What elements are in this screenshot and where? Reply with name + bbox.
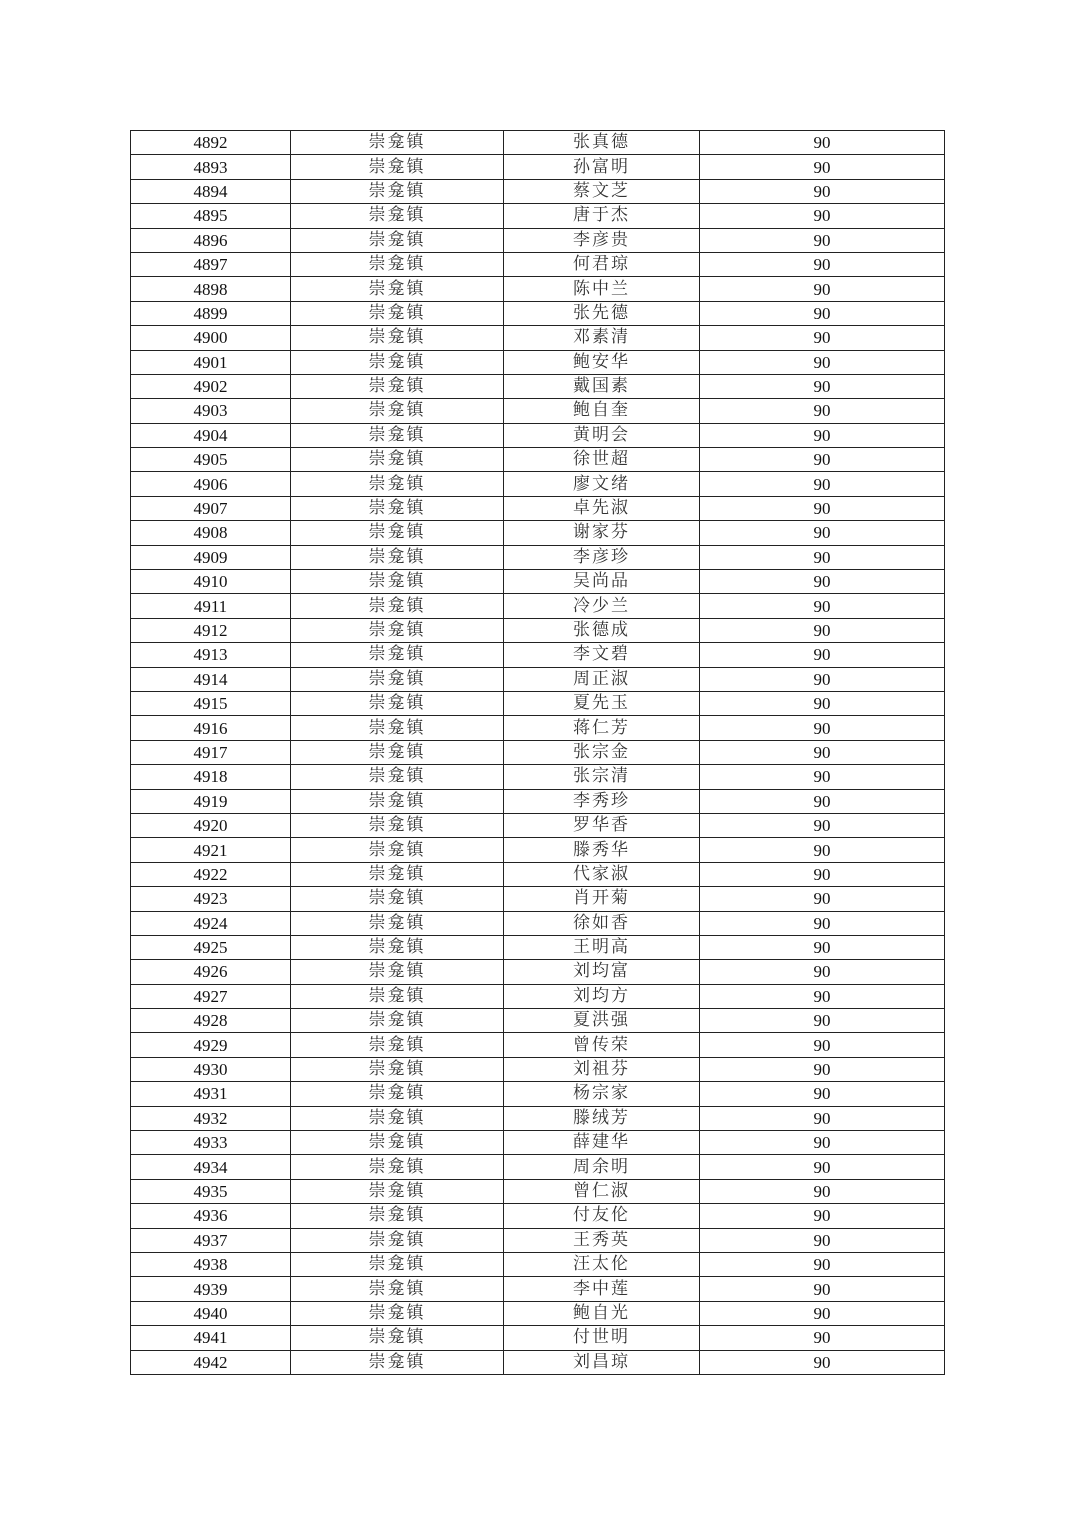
score-cell: 90 bbox=[700, 667, 945, 691]
person-name-cell: 滕秀华 bbox=[504, 838, 700, 862]
score-cell: 90 bbox=[700, 448, 945, 472]
town-cell: 崇龛镇 bbox=[291, 1009, 504, 1033]
town-cell: 崇龛镇 bbox=[291, 887, 504, 911]
serial-number-cell: 4932 bbox=[131, 1106, 291, 1130]
person-name-cell: 王秀英 bbox=[504, 1228, 700, 1252]
town-cell: 崇龛镇 bbox=[291, 1277, 504, 1301]
serial-number-cell: 4909 bbox=[131, 545, 291, 569]
score-cell: 90 bbox=[700, 1057, 945, 1081]
town-cell: 崇龛镇 bbox=[291, 301, 504, 325]
score-cell: 90 bbox=[700, 570, 945, 594]
town-cell: 崇龛镇 bbox=[291, 643, 504, 667]
serial-number-cell: 4907 bbox=[131, 496, 291, 520]
score-cell: 90 bbox=[700, 1155, 945, 1179]
town-cell: 崇龛镇 bbox=[291, 1082, 504, 1106]
town-cell: 崇龛镇 bbox=[291, 496, 504, 520]
score-cell: 90 bbox=[700, 277, 945, 301]
table-row bbox=[131, 643, 945, 667]
roster-table bbox=[130, 130, 945, 1375]
town-cell: 崇龛镇 bbox=[291, 1131, 504, 1155]
town-cell: 崇龛镇 bbox=[291, 618, 504, 642]
serial-number-cell: 4899 bbox=[131, 301, 291, 325]
serial-number-cell: 4906 bbox=[131, 472, 291, 496]
table-row bbox=[131, 301, 945, 325]
town-cell: 崇龛镇 bbox=[291, 1106, 504, 1130]
serial-number-cell: 4922 bbox=[131, 862, 291, 886]
person-name-cell: 夏先玉 bbox=[504, 691, 700, 715]
score-cell: 90 bbox=[700, 423, 945, 447]
serial-number-cell: 4926 bbox=[131, 960, 291, 984]
score-cell: 90 bbox=[700, 1179, 945, 1203]
person-name-cell: 汪太伦 bbox=[504, 1252, 700, 1276]
town-cell: 崇龛镇 bbox=[291, 667, 504, 691]
score-cell: 90 bbox=[700, 960, 945, 984]
serial-number-cell: 4908 bbox=[131, 521, 291, 545]
table-row bbox=[131, 960, 945, 984]
score-cell: 90 bbox=[700, 887, 945, 911]
person-name-cell: 夏洪强 bbox=[504, 1009, 700, 1033]
person-name-cell: 张先德 bbox=[504, 301, 700, 325]
serial-number-cell: 4938 bbox=[131, 1252, 291, 1276]
serial-number-cell: 4919 bbox=[131, 789, 291, 813]
table-row bbox=[131, 252, 945, 276]
person-name-cell: 杨宗家 bbox=[504, 1082, 700, 1106]
town-cell: 崇龛镇 bbox=[291, 594, 504, 618]
table-row bbox=[131, 545, 945, 569]
table-row bbox=[131, 1277, 945, 1301]
score-cell: 90 bbox=[700, 1204, 945, 1228]
table-row bbox=[131, 765, 945, 789]
table-row bbox=[131, 1057, 945, 1081]
town-cell: 崇龛镇 bbox=[291, 521, 504, 545]
score-cell: 90 bbox=[700, 935, 945, 959]
table-row bbox=[131, 911, 945, 935]
person-name-cell: 李秀珍 bbox=[504, 789, 700, 813]
serial-number-cell: 4912 bbox=[131, 618, 291, 642]
town-cell: 崇龛镇 bbox=[291, 740, 504, 764]
table-row bbox=[131, 1204, 945, 1228]
person-name-cell: 蔡文芝 bbox=[504, 179, 700, 203]
town-cell: 崇龛镇 bbox=[291, 277, 504, 301]
person-name-cell: 廖文绪 bbox=[504, 472, 700, 496]
score-cell: 90 bbox=[700, 716, 945, 740]
serial-number-cell: 4920 bbox=[131, 813, 291, 837]
score-cell: 90 bbox=[700, 179, 945, 203]
person-name-cell: 张德成 bbox=[504, 618, 700, 642]
serial-number-cell: 4911 bbox=[131, 594, 291, 618]
person-name-cell: 王明高 bbox=[504, 935, 700, 959]
serial-number-cell: 4924 bbox=[131, 911, 291, 935]
score-cell: 90 bbox=[700, 228, 945, 252]
person-name-cell: 张宗清 bbox=[504, 765, 700, 789]
serial-number-cell: 4904 bbox=[131, 423, 291, 447]
score-cell: 90 bbox=[700, 594, 945, 618]
table-row bbox=[131, 228, 945, 252]
serial-number-cell: 4895 bbox=[131, 204, 291, 228]
serial-number-cell: 4942 bbox=[131, 1350, 291, 1374]
person-name-cell: 李中莲 bbox=[504, 1277, 700, 1301]
serial-number-cell: 4930 bbox=[131, 1057, 291, 1081]
score-cell: 90 bbox=[700, 1082, 945, 1106]
serial-number-cell: 4898 bbox=[131, 277, 291, 301]
serial-number-cell: 4910 bbox=[131, 570, 291, 594]
table-row bbox=[131, 984, 945, 1008]
town-cell: 崇龛镇 bbox=[291, 960, 504, 984]
town-cell: 崇龛镇 bbox=[291, 691, 504, 715]
person-name-cell: 邓素清 bbox=[504, 326, 700, 350]
score-cell: 90 bbox=[700, 399, 945, 423]
serial-number-cell: 4939 bbox=[131, 1277, 291, 1301]
score-cell: 90 bbox=[700, 740, 945, 764]
town-cell: 崇龛镇 bbox=[291, 374, 504, 398]
serial-number-cell: 4902 bbox=[131, 374, 291, 398]
table-row bbox=[131, 399, 945, 423]
score-cell: 90 bbox=[700, 789, 945, 813]
serial-number-cell: 4915 bbox=[131, 691, 291, 715]
serial-number-cell: 4914 bbox=[131, 667, 291, 691]
serial-number-cell: 4916 bbox=[131, 716, 291, 740]
score-cell: 90 bbox=[700, 1228, 945, 1252]
roster-body bbox=[131, 131, 945, 1375]
person-name-cell: 鲍自奎 bbox=[504, 399, 700, 423]
person-name-cell: 罗华香 bbox=[504, 813, 700, 837]
town-cell: 崇龛镇 bbox=[291, 570, 504, 594]
score-cell: 90 bbox=[700, 1326, 945, 1350]
score-cell: 90 bbox=[700, 911, 945, 935]
town-cell: 崇龛镇 bbox=[291, 350, 504, 374]
person-name-cell: 蒋仁芳 bbox=[504, 716, 700, 740]
table-row bbox=[131, 179, 945, 203]
serial-number-cell: 4923 bbox=[131, 887, 291, 911]
table-row bbox=[131, 570, 945, 594]
person-name-cell: 刘均富 bbox=[504, 960, 700, 984]
person-name-cell: 卓先淑 bbox=[504, 496, 700, 520]
table-row bbox=[131, 448, 945, 472]
score-cell: 90 bbox=[700, 1131, 945, 1155]
town-cell: 崇龛镇 bbox=[291, 984, 504, 1008]
table-row bbox=[131, 813, 945, 837]
score-cell: 90 bbox=[700, 374, 945, 398]
serial-number-cell: 4893 bbox=[131, 155, 291, 179]
serial-number-cell: 4892 bbox=[131, 131, 291, 155]
town-cell: 崇龛镇 bbox=[291, 131, 504, 155]
serial-number-cell: 4933 bbox=[131, 1131, 291, 1155]
table-row bbox=[131, 887, 945, 911]
town-cell: 崇龛镇 bbox=[291, 179, 504, 203]
score-cell: 90 bbox=[700, 204, 945, 228]
table-row bbox=[131, 667, 945, 691]
person-name-cell: 付世明 bbox=[504, 1326, 700, 1350]
table-row bbox=[131, 1106, 945, 1130]
serial-number-cell: 4929 bbox=[131, 1033, 291, 1057]
serial-number-cell: 4928 bbox=[131, 1009, 291, 1033]
serial-number-cell: 4894 bbox=[131, 179, 291, 203]
town-cell: 崇龛镇 bbox=[291, 765, 504, 789]
town-cell: 崇龛镇 bbox=[291, 862, 504, 886]
serial-number-cell: 4905 bbox=[131, 448, 291, 472]
serial-number-cell: 4931 bbox=[131, 1082, 291, 1106]
score-cell: 90 bbox=[700, 1009, 945, 1033]
score-cell: 90 bbox=[700, 155, 945, 179]
person-name-cell: 周余明 bbox=[504, 1155, 700, 1179]
score-cell: 90 bbox=[700, 350, 945, 374]
person-name-cell: 周正淑 bbox=[504, 667, 700, 691]
town-cell: 崇龛镇 bbox=[291, 448, 504, 472]
person-name-cell: 张真德 bbox=[504, 131, 700, 155]
town-cell: 崇龛镇 bbox=[291, 472, 504, 496]
town-cell: 崇龛镇 bbox=[291, 204, 504, 228]
person-name-cell: 滕绒芳 bbox=[504, 1106, 700, 1130]
person-name-cell: 黄明会 bbox=[504, 423, 700, 447]
table-row bbox=[131, 423, 945, 447]
town-cell: 崇龛镇 bbox=[291, 326, 504, 350]
score-cell: 90 bbox=[700, 984, 945, 1008]
serial-number-cell: 4897 bbox=[131, 252, 291, 276]
person-name-cell: 张宗金 bbox=[504, 740, 700, 764]
serial-number-cell: 4903 bbox=[131, 399, 291, 423]
score-cell: 90 bbox=[700, 301, 945, 325]
table-row bbox=[131, 935, 945, 959]
score-cell: 90 bbox=[700, 1301, 945, 1325]
score-cell: 90 bbox=[700, 545, 945, 569]
table-row bbox=[131, 472, 945, 496]
person-name-cell: 鲍自光 bbox=[504, 1301, 700, 1325]
table-row bbox=[131, 789, 945, 813]
town-cell: 崇龛镇 bbox=[291, 1155, 504, 1179]
town-cell: 崇龛镇 bbox=[291, 1057, 504, 1081]
score-cell: 90 bbox=[700, 862, 945, 886]
table-row bbox=[131, 716, 945, 740]
person-name-cell: 代家淑 bbox=[504, 862, 700, 886]
person-name-cell: 李彦珍 bbox=[504, 545, 700, 569]
serial-number-cell: 4937 bbox=[131, 1228, 291, 1252]
town-cell: 崇龛镇 bbox=[291, 545, 504, 569]
table-row bbox=[131, 1179, 945, 1203]
town-cell: 崇龛镇 bbox=[291, 1301, 504, 1325]
person-name-cell: 谢家芬 bbox=[504, 521, 700, 545]
person-name-cell: 曾仁淑 bbox=[504, 1179, 700, 1203]
person-name-cell: 冷少兰 bbox=[504, 594, 700, 618]
serial-number-cell: 4940 bbox=[131, 1301, 291, 1325]
person-name-cell: 付友伦 bbox=[504, 1204, 700, 1228]
table-row bbox=[131, 1033, 945, 1057]
person-name-cell: 刘均方 bbox=[504, 984, 700, 1008]
score-cell: 90 bbox=[700, 838, 945, 862]
person-name-cell: 肖开菊 bbox=[504, 887, 700, 911]
score-cell: 90 bbox=[700, 1033, 945, 1057]
table-row bbox=[131, 838, 945, 862]
table-row bbox=[131, 1009, 945, 1033]
town-cell: 崇龛镇 bbox=[291, 1204, 504, 1228]
table-row bbox=[131, 691, 945, 715]
table-row bbox=[131, 277, 945, 301]
score-cell: 90 bbox=[700, 521, 945, 545]
person-name-cell: 唐于杰 bbox=[504, 204, 700, 228]
person-name-cell: 徐如香 bbox=[504, 911, 700, 935]
table-row bbox=[131, 1252, 945, 1276]
town-cell: 崇龛镇 bbox=[291, 1326, 504, 1350]
person-name-cell: 戴国素 bbox=[504, 374, 700, 398]
town-cell: 崇龛镇 bbox=[291, 911, 504, 935]
person-name-cell: 孙富明 bbox=[504, 155, 700, 179]
serial-number-cell: 4917 bbox=[131, 740, 291, 764]
town-cell: 崇龛镇 bbox=[291, 813, 504, 837]
score-cell: 90 bbox=[700, 1277, 945, 1301]
table-row bbox=[131, 1301, 945, 1325]
serial-number-cell: 4936 bbox=[131, 1204, 291, 1228]
person-name-cell: 刘昌琼 bbox=[504, 1350, 700, 1374]
town-cell: 崇龛镇 bbox=[291, 155, 504, 179]
table-row bbox=[131, 1155, 945, 1179]
table-row bbox=[131, 496, 945, 520]
serial-number-cell: 4901 bbox=[131, 350, 291, 374]
town-cell: 崇龛镇 bbox=[291, 838, 504, 862]
town-cell: 崇龛镇 bbox=[291, 1228, 504, 1252]
table-row bbox=[131, 1228, 945, 1252]
serial-number-cell: 4941 bbox=[131, 1326, 291, 1350]
serial-number-cell: 4900 bbox=[131, 326, 291, 350]
score-cell: 90 bbox=[700, 472, 945, 496]
person-name-cell: 曾传荣 bbox=[504, 1033, 700, 1057]
table-row bbox=[131, 350, 945, 374]
score-cell: 90 bbox=[700, 496, 945, 520]
serial-number-cell: 4918 bbox=[131, 765, 291, 789]
serial-number-cell: 4925 bbox=[131, 935, 291, 959]
town-cell: 崇龛镇 bbox=[291, 1252, 504, 1276]
table-row bbox=[131, 862, 945, 886]
score-cell: 90 bbox=[700, 618, 945, 642]
score-cell: 90 bbox=[700, 1106, 945, 1130]
table-row bbox=[131, 155, 945, 179]
score-cell: 90 bbox=[700, 765, 945, 789]
table-row bbox=[131, 521, 945, 545]
table-row bbox=[131, 374, 945, 398]
score-cell: 90 bbox=[700, 326, 945, 350]
person-name-cell: 李彦贵 bbox=[504, 228, 700, 252]
town-cell: 崇龛镇 bbox=[291, 252, 504, 276]
person-name-cell: 薛建华 bbox=[504, 1131, 700, 1155]
town-cell: 崇龛镇 bbox=[291, 1179, 504, 1203]
serial-number-cell: 4913 bbox=[131, 643, 291, 667]
table-row bbox=[131, 594, 945, 618]
person-name-cell: 陈中兰 bbox=[504, 277, 700, 301]
person-name-cell: 鲍安华 bbox=[504, 350, 700, 374]
table-row bbox=[131, 740, 945, 764]
person-name-cell: 李文碧 bbox=[504, 643, 700, 667]
table-row bbox=[131, 326, 945, 350]
score-cell: 90 bbox=[700, 252, 945, 276]
town-cell: 崇龛镇 bbox=[291, 399, 504, 423]
table-row bbox=[131, 1131, 945, 1155]
town-cell: 崇龛镇 bbox=[291, 1350, 504, 1374]
score-cell: 90 bbox=[700, 1350, 945, 1374]
table-row bbox=[131, 1350, 945, 1374]
score-cell: 90 bbox=[700, 131, 945, 155]
score-cell: 90 bbox=[700, 813, 945, 837]
table-row bbox=[131, 204, 945, 228]
town-cell: 崇龛镇 bbox=[291, 935, 504, 959]
table-row bbox=[131, 1082, 945, 1106]
table-row bbox=[131, 1326, 945, 1350]
serial-number-cell: 4927 bbox=[131, 984, 291, 1008]
score-cell: 90 bbox=[700, 643, 945, 667]
person-name-cell: 何君琼 bbox=[504, 252, 700, 276]
town-cell: 崇龛镇 bbox=[291, 789, 504, 813]
score-cell: 90 bbox=[700, 1252, 945, 1276]
serial-number-cell: 4935 bbox=[131, 1179, 291, 1203]
serial-number-cell: 4921 bbox=[131, 838, 291, 862]
serial-number-cell: 4934 bbox=[131, 1155, 291, 1179]
person-name-cell: 徐世超 bbox=[504, 448, 700, 472]
person-name-cell: 吴尚品 bbox=[504, 570, 700, 594]
town-cell: 崇龛镇 bbox=[291, 716, 504, 740]
table-row bbox=[131, 618, 945, 642]
town-cell: 崇龛镇 bbox=[291, 228, 504, 252]
town-cell: 崇龛镇 bbox=[291, 423, 504, 447]
town-cell: 崇龛镇 bbox=[291, 1033, 504, 1057]
serial-number-cell: 4896 bbox=[131, 228, 291, 252]
person-name-cell: 刘祖芬 bbox=[504, 1057, 700, 1081]
score-cell: 90 bbox=[700, 691, 945, 715]
table-row bbox=[131, 131, 945, 155]
